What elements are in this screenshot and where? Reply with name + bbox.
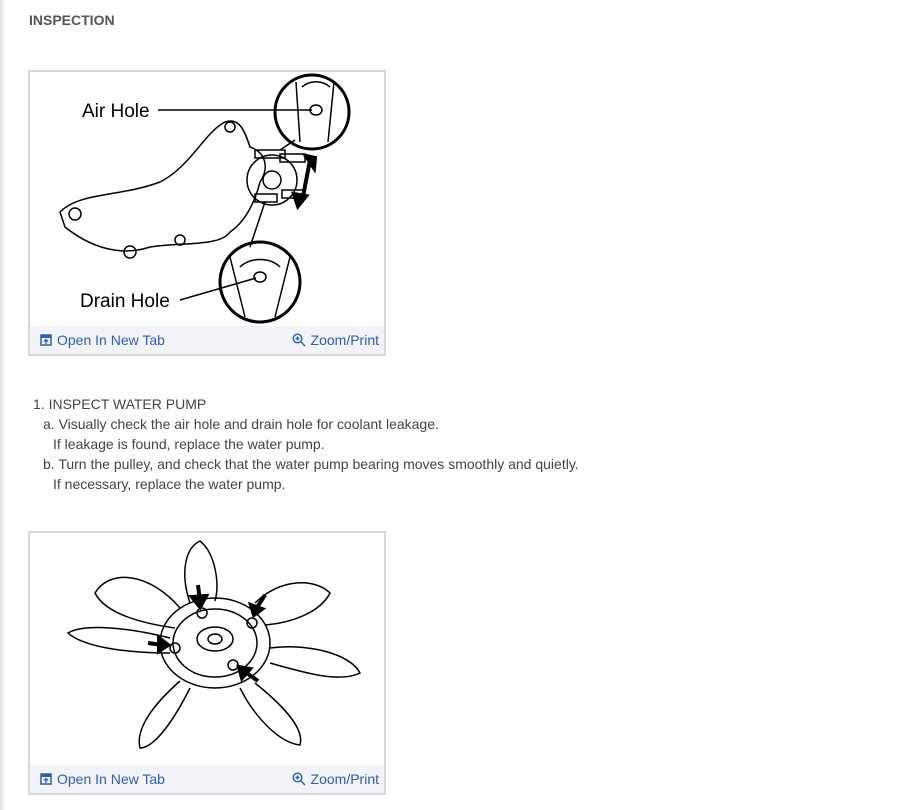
open-in-new-tab-label: Open In New Tab <box>57 332 165 348</box>
open-new-tab-icon <box>40 773 52 785</box>
step-a: a. Visually check the air hole and drain hole for coolant leakage. <box>43 416 439 432</box>
section-heading: INSPECTION <box>29 12 115 28</box>
open-new-tab-icon <box>40 334 52 346</box>
open-in-new-tab-label: Open In New Tab <box>57 771 165 787</box>
water-pump-figure <box>28 70 386 356</box>
zoom-in-icon <box>292 333 306 347</box>
step-a-note: If leakage is found, replace the water pump. <box>53 436 325 452</box>
inspection-steps <box>33 394 579 494</box>
open-in-new-tab-link[interactable] <box>40 332 165 348</box>
zoom-print-link[interactable] <box>292 332 379 348</box>
zoom-print-label: Zoom/Print <box>310 332 379 348</box>
zoom-in-icon <box>292 772 306 786</box>
open-in-new-tab-link[interactable] <box>40 771 165 787</box>
figure-footer <box>30 326 384 354</box>
air-hole-label: Air Hole <box>82 101 150 122</box>
step-b-note: If necessary, replace the water pump. <box>53 476 286 492</box>
step-b: b. Turn the pulley, and check that the water pump bearing moves smoothly and quietly. <box>43 456 579 472</box>
zoom-print-label: Zoom/Print <box>310 771 379 787</box>
figure-footer <box>30 765 384 793</box>
step-title: 1. INSPECT WATER PUMP <box>33 396 207 412</box>
fan-clutch-figure <box>28 531 386 795</box>
fan-illustration <box>30 533 384 765</box>
water-pump-illustration <box>30 72 384 326</box>
left-border <box>0 0 5 810</box>
zoom-print-link[interactable] <box>292 771 379 787</box>
drain-hole-label: Drain Hole <box>80 291 170 312</box>
